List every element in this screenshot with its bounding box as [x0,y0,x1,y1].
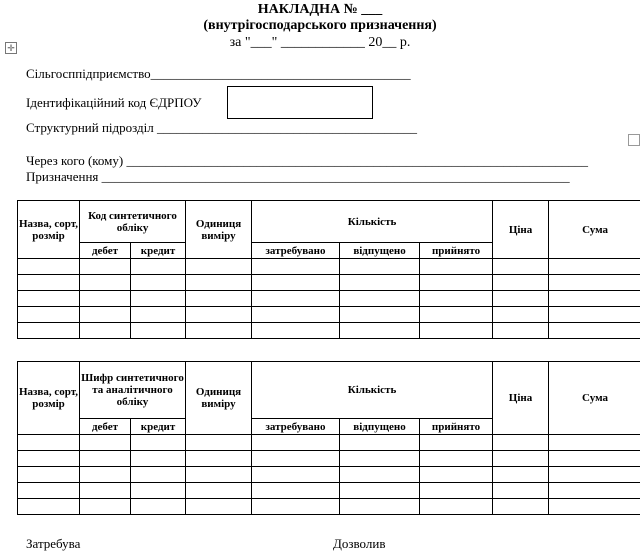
col-name-header: Назва, сорт, розмір [18,201,80,259]
col-unit-header: Одиниця виміру [186,201,252,259]
edrpou-box[interactable] [227,86,373,119]
col-released-header: відпущено [340,243,420,259]
table-row [18,307,640,323]
table-row [18,291,640,307]
col-credit-header: кредит [131,419,186,435]
col-name-header: Назва, сорт, розмір [18,362,80,435]
table-move-handle-icon[interactable]: ✛ [5,42,17,54]
col-requested-header: затребувано [252,419,340,435]
col-requested-header: затребувано [252,243,340,259]
enterprise-field: Сільгосппідприємство________________________________________ [26,67,411,81]
col-sum-header: Сума [549,201,640,259]
table-row [18,323,640,339]
col-debit-header: дебет [80,419,131,435]
document-subtitle: (внутрігосподарського призначення) [0,18,640,33]
col-quantity-header: Кількість [252,362,493,419]
invoice-table-2 [17,361,640,515]
edrpou-label: Ідентифікаційний код ЄДРПОУ [26,96,201,110]
table-row [18,275,640,291]
approved-label: Дозволив [333,537,385,551]
purpose-field: Призначення ________________________________________________________________________ [26,170,570,184]
table-row [18,451,640,467]
col-quantity-header: Кількість [252,201,493,243]
col-accepted-header: прийнято [420,243,493,259]
col-account-header: Шифр синтетичного та аналітичного обліку [80,362,186,419]
side-marker-icon [628,134,640,146]
table-row [18,259,640,275]
col-price-header: Ціна [493,362,549,435]
col-credit-header: кредит [131,243,186,259]
requested-by-label: Затребува [26,537,80,551]
col-price-header: Ціна [493,201,549,259]
col-accepted-header: прийнято [420,419,493,435]
col-sum-header: Сума [549,362,640,435]
invoice-table-1 [17,200,640,339]
date-line: за "___" ____________ 20__ р. [0,35,640,50]
document-title: НАКЛАДНА № ___ [0,2,640,17]
col-unit-header: Одиниця виміру [186,362,252,435]
table-row [18,467,640,483]
col-released-header: відпущено [340,419,420,435]
department-field: Структурний підрозділ ________________________________________ [26,121,417,135]
table-row [18,483,640,499]
col-debit-header: дебет [80,243,131,259]
table-row [18,435,640,451]
table-row [18,499,640,515]
col-account-header: Код синтетичного обліку [80,201,186,243]
through-whom-field: Через кого (кому) _______________________________________________________________________ [26,154,588,168]
